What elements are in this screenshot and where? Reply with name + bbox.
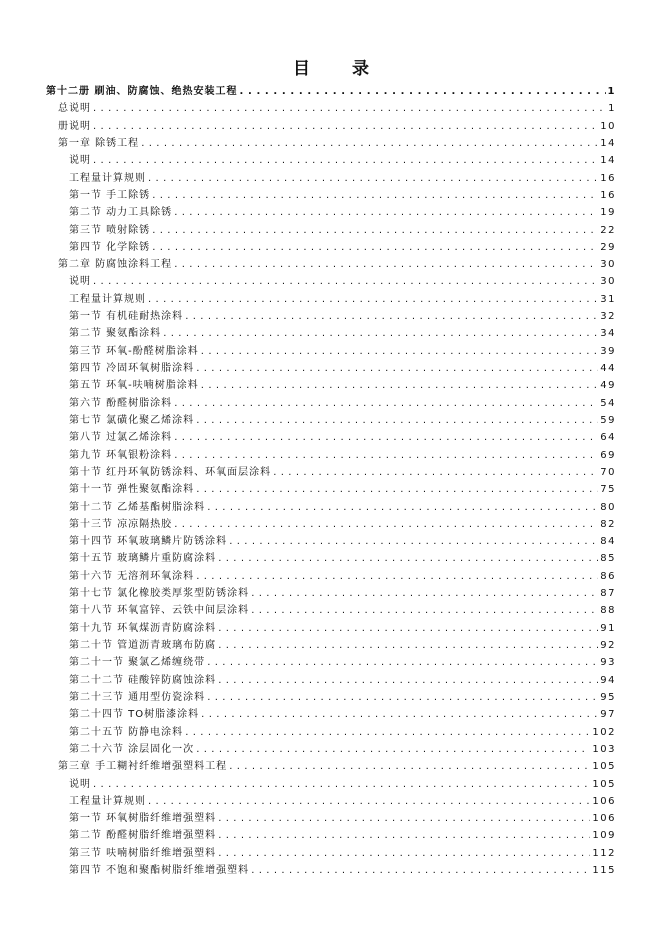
dot-leader — [207, 499, 616, 516]
toc-entry[interactable] — [0, 204, 662, 221]
dot-leader — [201, 377, 616, 394]
toc-entry-page: 16 — [598, 187, 616, 204]
toc-entry-label: 第二十六节 涂层固化一次 — [69, 743, 195, 755]
toc-entry[interactable] — [0, 170, 662, 187]
dot-leader — [148, 291, 616, 308]
toc-entry-page: 85 — [598, 550, 616, 567]
toc-entry-page: 22 — [598, 222, 616, 239]
toc-entry-page: 93 — [598, 654, 616, 671]
dot-leader — [196, 481, 616, 498]
toc-entry[interactable] — [0, 637, 662, 654]
toc-entry[interactable] — [0, 360, 662, 377]
dot-leader — [185, 724, 616, 741]
toc-entry-page: 95 — [598, 689, 616, 706]
toc-entry-page: 115 — [590, 862, 616, 879]
dot-leader — [229, 758, 616, 775]
toc-entry-label: 第十九节 环氧煤沥青防腐涂料 — [69, 622, 217, 634]
toc-entry[interactable] — [0, 152, 662, 169]
toc-entry-label: 第六节 酚醛树脂涂料 — [69, 397, 173, 409]
toc-entry-page: 31 — [598, 291, 616, 308]
toc-entry-label: 第二十二节 硅酸锌防腐蚀涂料 — [69, 674, 217, 686]
toc-entry-label: 第三章 手工糊衬纤维增强塑料工程 — [58, 761, 228, 773]
dot-leader — [152, 187, 616, 204]
toc-entry[interactable] — [0, 654, 662, 671]
dot-leader — [93, 152, 616, 169]
toc-entry-label: 工程量计算规则 — [69, 293, 146, 305]
toc-entry-page: 82 — [598, 516, 616, 533]
toc-entry-label: 第十八节 环氧富锌、云铁中间层涂料 — [69, 605, 250, 617]
dot-leader — [207, 654, 616, 671]
toc-entry-page: 86 — [598, 568, 616, 585]
toc-entry-page: 75 — [598, 481, 616, 498]
toc-entry-label: 第二章 防腐蚀涂料工程 — [58, 259, 173, 271]
toc-entry-page: 16 — [598, 170, 616, 187]
toc-entry[interactable] — [0, 568, 662, 585]
toc-entry[interactable] — [0, 239, 662, 256]
toc-entry-label: 第三节 喷射除锈 — [69, 224, 151, 236]
toc-entry-page: 10 — [598, 118, 616, 135]
dot-leader — [218, 550, 616, 567]
toc-entry[interactable] — [0, 308, 662, 325]
toc-entry[interactable] — [0, 83, 662, 100]
toc-entry[interactable] — [0, 689, 662, 706]
dot-leader — [251, 585, 616, 602]
dot-leader — [141, 135, 616, 152]
toc-entry-label: 说明 — [69, 778, 91, 790]
toc-entry-label: 第三节 环氧-酚醛树脂涂料 — [69, 345, 199, 357]
toc-entry[interactable] — [0, 550, 662, 567]
toc-entry-label: 第二十节 管道沥青玻璃布防腐 — [69, 640, 217, 651]
toc-entry-label: 说明 — [69, 155, 91, 167]
toc-entry-label: 第八节 过氯乙烯涂料 — [69, 432, 173, 444]
toc-entry-label: 第十七节 氯化橡胶类厚浆型防锈涂料 — [69, 588, 250, 600]
toc-entry[interactable] — [0, 325, 662, 342]
toc-entry[interactable] — [0, 672, 662, 689]
toc-entry[interactable] — [0, 741, 662, 758]
toc-entry-page: 1 — [606, 100, 616, 117]
toc-entry-page: 30 — [598, 256, 616, 273]
toc-entry-page: 106 — [590, 793, 616, 810]
toc-entry[interactable] — [0, 395, 662, 412]
toc-entry[interactable] — [0, 447, 662, 464]
toc-entry-label: 总说明 — [58, 103, 91, 115]
toc-entry[interactable] — [0, 810, 662, 827]
toc-entry[interactable] — [0, 585, 662, 602]
dot-leader — [174, 395, 616, 412]
toc-entry-label: 第四节 冷固环氧树脂涂料 — [69, 363, 195, 374]
toc-entry[interactable] — [0, 845, 662, 862]
toc-entry[interactable] — [0, 724, 662, 741]
dot-leader — [93, 273, 616, 290]
toc-entry-page: 105 — [590, 758, 616, 775]
toc-entry[interactable] — [0, 620, 662, 637]
toc-entry-label: 第十三节 凉凉隔热胶 — [69, 518, 173, 530]
toc-entry-label: 第二十四节 TO树脂漆涂料 — [69, 709, 200, 721]
toc-entry-label: 说明 — [69, 276, 91, 288]
toc-entry-page: 70 — [598, 464, 616, 481]
toc-entry[interactable] — [0, 862, 662, 879]
toc-entry-label: 第二节 动力工具除锈 — [69, 207, 173, 219]
toc-entry-page: 94 — [598, 672, 616, 689]
toc-entry[interactable] — [0, 100, 662, 117]
toc-entry-page: 103 — [590, 741, 616, 758]
toc-entry-label: 第九节 环氧银粉涂料 — [69, 449, 173, 461]
toc-entry-label: 第十一节 弹性聚氨酯涂料 — [69, 484, 195, 496]
dot-leader — [174, 429, 616, 446]
toc-entry-page: 34 — [598, 325, 616, 342]
toc-entry[interactable] — [0, 706, 662, 723]
toc-entry[interactable] — [0, 273, 662, 290]
dot-leader — [218, 827, 616, 844]
toc-entry[interactable] — [0, 776, 662, 793]
toc-entry[interactable] — [0, 118, 662, 135]
dot-leader — [207, 689, 616, 706]
toc-entry[interactable] — [0, 222, 662, 239]
toc-entry-label: 第十二节 乙烯基酯树脂涂料 — [69, 501, 206, 513]
dot-leader — [201, 343, 616, 360]
toc-entry[interactable] — [0, 793, 662, 810]
toc-entry-page: 44 — [598, 360, 616, 377]
toc-entry-page: 59 — [598, 412, 616, 429]
dot-leader — [93, 118, 616, 135]
toc-entry-page: 84 — [598, 533, 616, 550]
toc-entry[interactable] — [0, 377, 662, 394]
toc-entry-page: 112 — [590, 845, 616, 862]
toc-entry-page: 29 — [598, 239, 616, 256]
toc-entry-page: 87 — [598, 585, 616, 602]
dot-leader — [239, 83, 616, 100]
dot-leader — [251, 862, 616, 879]
toc-entry[interactable] — [0, 135, 662, 152]
toc-entry-page: 88 — [598, 602, 616, 619]
toc-entry-label: 第二十五节 防静电涂料 — [69, 726, 184, 738]
toc-entry-label: 第一节 环氧树脂纤维增强塑料 — [69, 813, 217, 825]
toc-entry-label: 第三节 呋喃树脂纤维增强塑料 — [69, 847, 217, 859]
toc-entry-page: 109 — [590, 827, 616, 844]
toc-entry[interactable] — [0, 499, 662, 516]
dot-leader — [148, 793, 616, 810]
toc-entry[interactable] — [0, 481, 662, 498]
toc-entry-label: 第一章 除锈工程 — [58, 137, 140, 149]
toc-entry-label: 第二节 酚醛树脂纤维增强塑料 — [69, 830, 217, 842]
toc-entry-label: 第十二册 刷油、防腐蚀、绝热安装工程 — [46, 86, 238, 97]
toc-entry[interactable] — [0, 827, 662, 844]
toc-entry-page: 92 — [598, 637, 616, 654]
dot-leader — [218, 672, 616, 689]
dot-leader — [185, 308, 616, 325]
toc-entry[interactable] — [0, 187, 662, 204]
toc-entry-page: 80 — [598, 499, 616, 516]
toc-entry-label: 工程量计算规则 — [69, 795, 146, 807]
toc-entry-label: 第一节 手工除锈 — [69, 189, 151, 201]
toc-entry-label: 第五节 环氧-呋喃树脂涂料 — [69, 380, 199, 392]
dot-leader — [152, 239, 616, 256]
dot-leader — [218, 845, 616, 862]
dot-leader — [174, 516, 616, 533]
dot-leader — [174, 447, 616, 464]
toc-title: 目 录 — [293, 59, 387, 79]
dot-leader — [229, 533, 616, 550]
toc-entry-label: 册说明 — [58, 120, 91, 132]
toc-entry-label: 第七节 氯磺化聚乙烯涂料 — [69, 414, 195, 426]
dot-leader — [218, 620, 616, 637]
dot-leader — [273, 464, 616, 481]
toc-entry[interactable] — [0, 602, 662, 619]
toc-entry-page: 97 — [598, 706, 616, 723]
toc-entry-page: 30 — [598, 273, 616, 290]
dot-leader — [196, 412, 616, 429]
toc-entry-label: 第十四节 环氧玻璃鳞片防锈涂料 — [69, 536, 228, 548]
dot-leader — [196, 568, 616, 585]
toc-entry-label: 第十五节 玻璃鳞片重防腐涂料 — [69, 553, 217, 565]
toc-entry-label: 第二节 聚氨酯涂料 — [69, 328, 162, 340]
toc-entry-page: 106 — [590, 810, 616, 827]
toc-entry-label: 第二十三节 通用型仿瓷涂料 — [69, 691, 206, 703]
toc-entry-page: 32 — [598, 308, 616, 325]
dot-leader — [148, 170, 616, 187]
dot-leader — [93, 100, 616, 117]
dot-leader — [196, 360, 616, 377]
toc-entry[interactable] — [0, 516, 662, 533]
toc-entry-label: 第一节 有机硅耐热涂料 — [69, 311, 184, 323]
toc-entry-label: 第十节 红丹环氧防锈涂料、环氧面层涂料 — [69, 466, 272, 478]
toc-entry-label: 第十六节 无溶剂环氧涂料 — [69, 570, 195, 582]
toc-entry-label: 第四节 化学除锈 — [69, 241, 151, 253]
toc-entry-page: 49 — [598, 377, 616, 394]
dot-leader — [251, 602, 616, 619]
dot-leader — [152, 222, 616, 239]
table-of-contents — [0, 83, 662, 879]
toc-entry-page: 64 — [598, 429, 616, 446]
toc-entry-page: 91 — [598, 620, 616, 637]
toc-entry[interactable] — [0, 533, 662, 550]
toc-entry[interactable] — [0, 429, 662, 446]
toc-entry-page: 39 — [598, 343, 616, 360]
toc-entry-page: 102 — [590, 724, 616, 741]
toc-entry-page: 69 — [598, 447, 616, 464]
toc-entry[interactable] — [0, 291, 662, 308]
toc-entry[interactable] — [0, 464, 662, 481]
toc-entry[interactable] — [0, 343, 662, 360]
toc-entry-label: 第四节 不饱和聚酯树脂纤维增强塑料 — [69, 865, 250, 877]
toc-entry-page: 14 — [598, 135, 616, 152]
toc-entry-label: 第二十一节 聚氯乙烯缠绕带 — [69, 657, 206, 669]
toc-entry[interactable] — [0, 412, 662, 429]
dot-leader — [174, 256, 616, 273]
dot-leader — [93, 776, 616, 793]
dot-leader — [196, 741, 616, 758]
dot-leader — [174, 204, 616, 221]
toc-entry-page: 14 — [598, 152, 616, 169]
toc-entry-page: 54 — [598, 395, 616, 412]
toc-entry-page: 1 — [606, 83, 616, 100]
toc-entry-label: 工程量计算规则 — [69, 172, 146, 184]
toc-entry-page: 105 — [590, 776, 616, 793]
toc-entry[interactable] — [0, 256, 662, 273]
dot-leader — [163, 325, 616, 342]
dot-leader — [218, 810, 616, 827]
toc-entry-page: 19 — [598, 204, 616, 221]
dot-leader — [201, 706, 616, 723]
dot-leader — [218, 637, 616, 654]
toc-entry[interactable] — [0, 758, 662, 775]
